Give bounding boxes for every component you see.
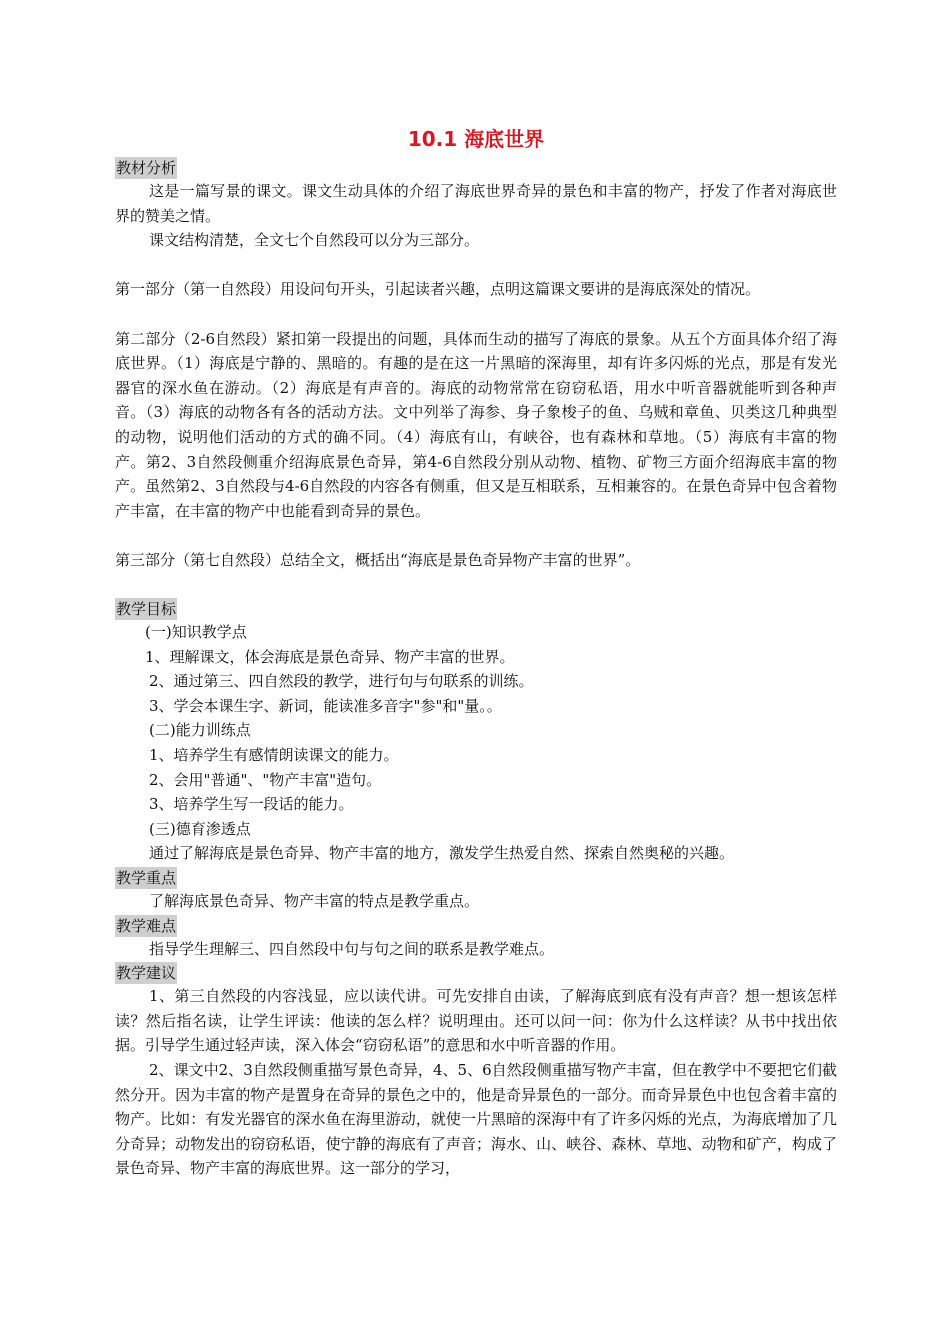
list-item: 2、会用"普通"、"物产丰富"造句。 — [149, 770, 382, 789]
list-item: 2、通过第三、四自然段的教学，进行句与句联系的训练。 — [149, 672, 534, 691]
document-title: 10.1 海底世界 — [407, 127, 545, 151]
paragraph: 这是一篇写景的课文。课文生动具体的介绍了海底世界奇异的景色和丰富的物产，抒发了作者对海底世界的赞美之情。 — [115, 182, 837, 225]
subheading: (一)知识教学点 — [145, 623, 247, 642]
section-heading-difficulty: 教学难点 — [116, 916, 177, 935]
paragraph: 第一部分（第一自然段）用设问句开头，引起读者兴趣，点明这篇课文要讲的是海底深处的情况。 — [115, 280, 761, 299]
paragraph: 课文结构清楚，全文七个自然段可以分为三部分。 — [149, 231, 480, 250]
section-heading-goals: 教学目标 — [116, 600, 177, 619]
paragraph: 2、课文中2、3自然段侧重描写景色奇异，4、5、6自然段侧重描写物产丰富，但在教学中不要把它们截然分开。因为丰富的物产是置身在奇异的景色之中的，他是奇异景色的一部分。而奇异景色中也包含着丰富的物产。比如：有发光器官的深水鱼在海里游动，就使一片黑暗的深海中有了许多闪烁的光点，为海底增加了几分奇异；动物发出的窃窃私语，使宁静的海底有了声音；海水、山、峡谷、森林、草地、动物和矿产，构成了景色奇异、物产丰富的海底世界。这一部分的学习， — [115, 1061, 837, 1178]
list-item: 3、学会本课生字、新词，能读准多音字"参"和"量。。 — [149, 696, 502, 715]
section-heading-advice: 教学建议 — [116, 964, 177, 983]
subheading: (二)能力训练点 — [149, 721, 251, 740]
paragraph: 1、第三自然段的内容浅显，应以读代讲。可先安排自由读，了解海底到底有没有声音？想一想该怎样读？然后指名读，让学生评读：他读的怎么样？说明理由。还可以问一问：你为什么这样读？从书中找出依据。引导学生通过轻声读，深入体会“窃窃私语”的意思和水中听音器的作用。 — [115, 987, 837, 1055]
section-heading-key: 教学重点 — [116, 869, 177, 888]
paragraph: 指导学生理解三、四自然段中句与句之间的联系是教学难点。 — [149, 939, 555, 958]
list-item: 1、培养学生有感情朗读课文的能力。 — [149, 746, 399, 765]
paragraph: 第二部分（2-6自然段）紧扣第一段提出的问题，具体而生动的描写了海底的景象。从五个方面具体介绍了海底世界。（1）海底是宁静的、黑暗的。有趣的是在这一片黑暗的深海里，却有许多闪烁的光点，那是有发光器官的深水鱼在游动。（2）海底是有声音的。海底的动物常常在窃窃私语，用水中听音器就能听到各种声音。（3）海底的动物各有各的活动方法。文中列举了海参、身子象梭子的鱼、乌贼和章鱼、贝类这几种典型的动物，说明他们活动的方式的确不同。（4）海底有山，有峡谷，也有森林和草地。（5）海底有丰富的物产。第2、3自然段侧重介绍海底景色奇异，第4-6自然段分别从动物、植物、矿物三方面介绍海底丰富的物产。虽然第2、3自然段与4-6自然段的内容各有侧重，但又是互相联系，互相兼容的。在景色奇异中包含着物产丰富，在丰富的物产中也能看到奇异的景色。 — [115, 329, 837, 520]
subheading: (三)德育渗透点 — [149, 819, 251, 838]
list-item: 1、理解课文，体会海底是景色奇异、物产丰富的世界。 — [145, 647, 515, 666]
list-item: 通过了解海底是景色奇异、物产丰富的地方，激发学生热爱自然、探索自然奥秘的兴趣。 — [149, 844, 735, 863]
paragraph: 了解海底景色奇异、物产丰富的特点是教学重点。 — [149, 892, 480, 911]
list-item: 3、培养学生写一段话的能力。 — [149, 795, 354, 814]
document-page — [115, 124, 837, 1181]
paragraph: 第三部分（第七自然段）总结全文，概括出“海底是景色奇异物产丰富的世界”。 — [115, 550, 641, 569]
section-heading-analysis: 教材分析 — [116, 159, 177, 177]
